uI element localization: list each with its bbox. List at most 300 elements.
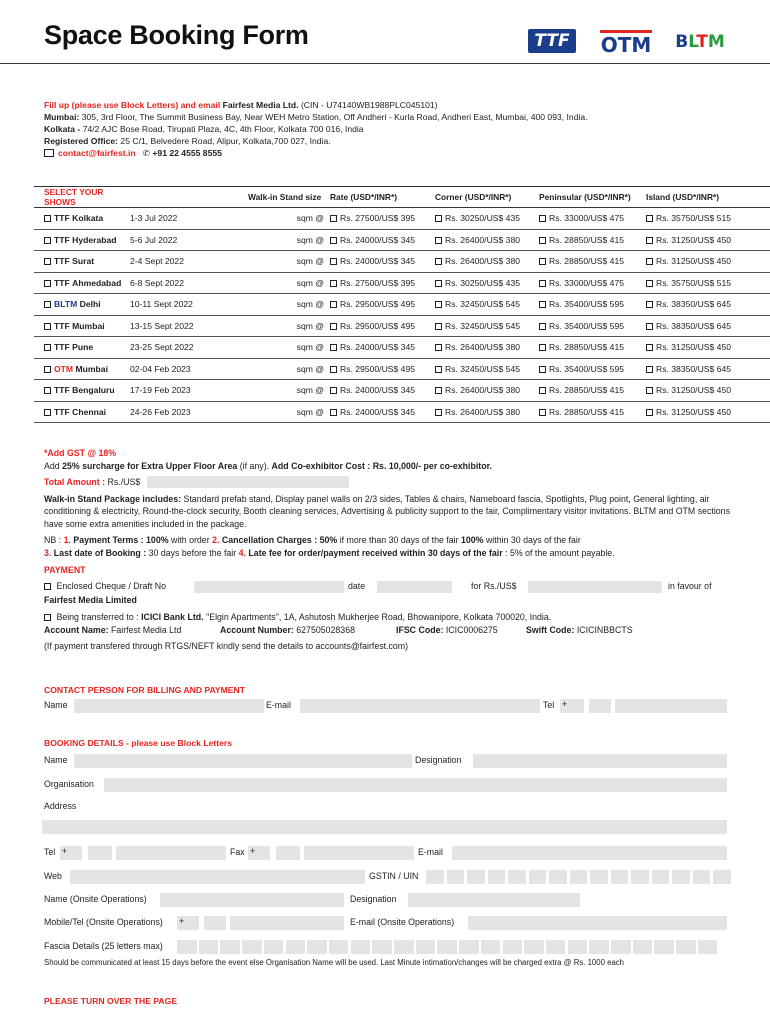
show-row xyxy=(34,251,770,273)
fascia-cell[interactable] xyxy=(286,940,306,954)
onsite-mobile-code[interactable] xyxy=(204,916,226,930)
rate-value: Rs. 27500/US$ 395 xyxy=(340,277,416,288)
company-name: Fairfest Media Ltd. xyxy=(222,100,299,110)
gstin-cell[interactable] xyxy=(590,870,608,884)
sqm-unit: sqm @ xyxy=(296,320,324,331)
show-row xyxy=(34,380,770,402)
registered-office-address: 25 C/1, Belvedere Road, Alipur, Kolkata,700 027, India. xyxy=(120,136,331,146)
peninsular-value: Rs. 28850/US$ 415 xyxy=(549,234,625,245)
tel-country[interactable] xyxy=(60,846,82,860)
rate-value: Rs. 24000/US$ 345 xyxy=(340,406,416,417)
kolkata-address: 74/2 AJC Bose Road, Tirupati Plaza, 4C, 4th Floor, Kolkata 700 016, India xyxy=(82,124,364,134)
transfer-checkbox[interactable] xyxy=(44,614,51,621)
sqm-unit: sqm @ xyxy=(296,342,324,353)
contact-phone: +91 22 4555 8555 xyxy=(152,148,222,158)
contact-row xyxy=(44,699,734,713)
show-date: 6-8 Sept 2022 xyxy=(130,272,248,294)
rate-checkbox[interactable] xyxy=(330,409,337,416)
fascia-cell[interactable] xyxy=(177,940,197,954)
designation-input[interactable] xyxy=(473,754,727,768)
sqm-unit: sqm @ xyxy=(296,277,324,288)
rate-value: Rs. 24000/US$ 345 xyxy=(340,256,416,267)
show-brand: TTF xyxy=(54,277,70,288)
show-checkbox[interactable] xyxy=(44,387,51,394)
account-name-label: Account Name: xyxy=(44,624,109,635)
fascia-cell[interactable] xyxy=(329,940,349,954)
fascia-cell[interactable] xyxy=(654,940,674,954)
cheque-number-input[interactable] xyxy=(194,581,344,593)
show-brand: OTM xyxy=(54,363,74,374)
shows-header-row xyxy=(34,187,770,208)
tel-code[interactable] xyxy=(88,846,112,860)
fascia-cell[interactable] xyxy=(568,940,588,954)
booking-name-row xyxy=(44,754,734,768)
corner-checkbox[interactable] xyxy=(435,280,442,287)
contact-tel-code[interactable] xyxy=(589,699,611,713)
ttf-logo: TTF xyxy=(528,29,576,53)
tel-fax-email-row xyxy=(44,846,734,860)
rate-checkbox[interactable] xyxy=(330,366,337,373)
rate-value: Rs. 29500/US$ 495 xyxy=(340,299,416,310)
total-amount-label: Total Amount : xyxy=(44,477,106,487)
corner-value: Rs. 26400/US$ 380 xyxy=(445,342,521,353)
fascia-cell[interactable] xyxy=(676,940,696,954)
registered-office-label: Registered Office: xyxy=(44,136,119,146)
peninsular-value: Rs. 28850/US$ 415 xyxy=(549,406,625,417)
corner-value: Rs. 26400/US$ 380 xyxy=(445,385,521,396)
peninsular-value: Rs. 28850/US$ 415 xyxy=(549,385,625,396)
peninsular-header: Peninsular (USD*/INR*) xyxy=(539,187,646,208)
stand-size-input[interactable] xyxy=(253,234,293,246)
peninsular-checkbox[interactable] xyxy=(539,409,546,416)
contact-email-input[interactable] xyxy=(300,699,540,713)
peninsular-checkbox[interactable] xyxy=(539,237,546,244)
corner-checkbox[interactable] xyxy=(435,344,442,351)
show-date: 24-26 Feb 2023 xyxy=(130,401,248,423)
stand-size-input[interactable] xyxy=(253,212,293,224)
show-row xyxy=(34,229,770,251)
show-date: 23-25 Sept 2022 xyxy=(130,337,248,359)
island-value: Rs. 38350/US$ 645 xyxy=(656,299,732,310)
sqm-unit: sqm @ xyxy=(296,256,324,267)
island-value: Rs. 31250/US$ 450 xyxy=(656,234,732,245)
island-checkbox[interactable] xyxy=(646,215,653,222)
fascia-cell[interactable] xyxy=(481,940,501,954)
corner-value: Rs. 32450/US$ 545 xyxy=(445,363,521,374)
peninsular-checkbox[interactable] xyxy=(539,280,546,287)
package-label: Walk-in Stand Package includes: xyxy=(44,493,182,504)
organisation-input[interactable] xyxy=(104,778,727,792)
page-title: Space Booking Form xyxy=(44,20,309,50)
island-checkbox[interactable] xyxy=(646,323,653,330)
notes-block xyxy=(44,447,734,652)
account-name: Fairfest Media Ltd xyxy=(110,624,182,635)
rate-checkbox[interactable] xyxy=(330,237,337,244)
rate-checkbox[interactable] xyxy=(330,280,337,287)
onsite-name-label: Name (Onsite Operations) xyxy=(44,894,147,904)
island-checkbox[interactable] xyxy=(646,344,653,351)
turn-over-note: PLEASE TURN OVER THE PAGE xyxy=(44,996,178,1006)
surcharge-mid: (if any). xyxy=(239,460,270,471)
ifsc-label: IFSC Code: xyxy=(396,624,444,635)
show-checkbox[interactable] xyxy=(44,366,51,373)
show-checkbox[interactable] xyxy=(44,215,51,222)
stand-size-input[interactable] xyxy=(253,363,293,375)
show-checkbox[interactable] xyxy=(44,344,51,351)
island-checkbox[interactable] xyxy=(646,258,653,265)
mumbai-label: Mumbai: xyxy=(44,112,80,122)
favour-name: Fairfest Media Limited xyxy=(44,594,137,605)
plus-sign: + xyxy=(250,846,256,856)
rate-value: Rs. 27500/US$ 395 xyxy=(340,213,416,224)
show-select[interactable] xyxy=(34,315,130,337)
corner-header: Corner (USD*/INR*) xyxy=(435,187,539,208)
corner-checkbox[interactable] xyxy=(435,215,442,222)
show-checkbox[interactable] xyxy=(44,280,51,287)
onsite-email-input[interactable] xyxy=(468,916,727,930)
payment-terms-rest: with order xyxy=(171,535,210,545)
show-brand: TTF xyxy=(54,213,70,224)
gstin-cell[interactable] xyxy=(631,870,649,884)
rate-checkbox[interactable] xyxy=(330,258,337,265)
peninsular-checkbox[interactable] xyxy=(539,344,546,351)
stand-size-input[interactable] xyxy=(253,320,293,332)
corner-value: Rs. 30250/US$ 435 xyxy=(445,213,521,224)
show-city: Mumbai xyxy=(72,320,105,331)
show-select[interactable] xyxy=(34,229,130,251)
show-city: Bengaluru xyxy=(72,385,115,396)
island-value: Rs. 31250/US$ 450 xyxy=(656,385,732,396)
corner-value: Rs. 32450/US$ 545 xyxy=(445,299,521,310)
corner-value: Rs. 26400/US$ 380 xyxy=(445,406,521,417)
island-checkbox[interactable] xyxy=(646,387,653,394)
show-row xyxy=(34,315,770,337)
fascia-cell[interactable] xyxy=(589,940,609,954)
rate-header: Rate (USD*/INR*) xyxy=(330,187,435,208)
rate-value: Rs. 29500/US$ 495 xyxy=(340,320,416,331)
booking-email-label: E-mail xyxy=(418,847,443,857)
gstin-cell[interactable] xyxy=(529,870,547,884)
show-date: 02-04 Feb 2023 xyxy=(130,358,248,380)
onsite-mobile-country[interactable] xyxy=(177,916,199,930)
contact-name-input[interactable] xyxy=(74,699,264,713)
plus-sign: + xyxy=(179,916,185,926)
cancellation-charges: Cancellation Charges : 50% xyxy=(221,535,338,545)
show-brand: TTF xyxy=(54,234,70,245)
fascia-cell[interactable] xyxy=(394,940,414,954)
fascia-cell[interactable] xyxy=(307,940,327,954)
show-row xyxy=(34,294,770,316)
contact-email-label: E-mail xyxy=(266,700,291,710)
payment-terms: Payment Terms : 100% xyxy=(73,535,169,545)
fascia-cell[interactable] xyxy=(416,940,436,954)
corner-checkbox[interactable] xyxy=(435,409,442,416)
fill-up-instruction: Fill up (please use Block Letters) and email xyxy=(44,100,221,110)
account-number-label: Account Number: xyxy=(220,624,294,635)
show-select[interactable] xyxy=(34,208,130,230)
island-header: Island (USD*/INR*) xyxy=(646,187,770,208)
address-input[interactable] xyxy=(42,820,727,834)
peninsular-value: Rs. 28850/US$ 415 xyxy=(549,256,625,267)
rate-checkbox[interactable] xyxy=(330,215,337,222)
booking-title: BOOKING DETAILS - please use Block Letters xyxy=(44,738,232,748)
stand-size-input[interactable] xyxy=(253,277,293,289)
gstin-cell[interactable] xyxy=(611,870,629,884)
show-checkbox[interactable] xyxy=(44,323,51,330)
date-label: date xyxy=(348,580,366,591)
fascia-cell[interactable] xyxy=(459,940,479,954)
coexhibitor-cost: Add Co-exhibitor Cost : Rs. 10,000/- per co-exhibitor. xyxy=(271,460,492,471)
show-brand: TTF xyxy=(54,320,70,331)
sqm-unit: sqm @ xyxy=(296,299,324,310)
onsite-mobile-row xyxy=(44,916,734,930)
rate-checkbox[interactable] xyxy=(330,301,337,308)
corner-value: Rs. 32450/US$ 545 xyxy=(445,320,521,331)
late-fee-rest: : 5% of the amount payable. xyxy=(505,547,615,558)
nb1-number: 1. xyxy=(63,535,71,545)
sqm-unit: sqm @ xyxy=(296,213,324,224)
corner-checkbox[interactable] xyxy=(435,301,442,308)
fascia-cell[interactable] xyxy=(524,940,544,954)
show-city: Pune xyxy=(72,342,94,353)
rate-value: Rs. 24000/US$ 345 xyxy=(340,385,416,396)
rate-value: Rs. 29500/US$ 495 xyxy=(340,363,416,374)
nb-label: NB : xyxy=(44,535,62,545)
fascia-cell[interactable] xyxy=(372,940,392,954)
address-row xyxy=(44,800,734,814)
gstin-cell[interactable] xyxy=(672,870,690,884)
corner-checkbox[interactable] xyxy=(435,258,442,265)
ifsc-code: ICIC0006275 xyxy=(445,624,498,635)
fascia-cell[interactable] xyxy=(611,940,631,954)
stand-size-input[interactable] xyxy=(253,406,293,418)
fax-label: Fax xyxy=(230,847,245,857)
island-value: Rs. 35750/US$ 515 xyxy=(656,213,732,224)
total-amount-currency: Rs./US$ xyxy=(107,477,141,487)
show-row xyxy=(34,337,770,359)
rate-value: Rs. 24000/US$ 345 xyxy=(340,342,416,353)
show-date: 13-15 Sept 2022 xyxy=(130,315,248,337)
show-select[interactable] xyxy=(34,380,130,402)
cancellation-100: 100% xyxy=(460,535,484,545)
onsite-name-row xyxy=(44,893,734,907)
swift-code: ICICINBBCTS xyxy=(576,624,633,635)
late-fee-label: Late fee for order/payment received within 30 days of the fair xyxy=(248,547,503,558)
date-input[interactable] xyxy=(377,581,452,593)
onsite-mobile-input[interactable] xyxy=(230,916,344,930)
fax-country[interactable] xyxy=(248,846,270,860)
fascia-cell[interactable] xyxy=(242,940,262,954)
account-number: 627505028368 xyxy=(296,624,355,635)
fascia-cell[interactable] xyxy=(264,940,284,954)
show-city: Surat xyxy=(72,256,95,267)
show-city: Ahmedabad xyxy=(72,277,122,288)
gstin-cell[interactable] xyxy=(426,870,444,884)
booking-name-input[interactable] xyxy=(74,754,412,768)
corner-value: Rs. 26400/US$ 380 xyxy=(445,256,521,267)
peninsular-value: Rs. 35400/US$ 595 xyxy=(549,299,625,310)
island-checkbox[interactable] xyxy=(646,366,653,373)
peninsular-checkbox[interactable] xyxy=(539,258,546,265)
last-date-label: Last date of Booking : xyxy=(53,547,147,558)
show-select[interactable] xyxy=(34,401,130,423)
stand-size-input[interactable] xyxy=(253,255,293,267)
gstin-cell[interactable] xyxy=(652,870,670,884)
peninsular-checkbox[interactable] xyxy=(539,215,546,222)
nb2-number: 2. xyxy=(212,535,220,545)
cancellation-mid: if more than 30 days of the fair xyxy=(339,535,459,545)
stand-size-input[interactable] xyxy=(253,298,293,310)
fascia-cell[interactable] xyxy=(503,940,523,954)
island-value: Rs. 38350/US$ 645 xyxy=(656,320,732,331)
organisation-label: Organisation xyxy=(44,779,94,789)
fascia-cell[interactable] xyxy=(199,940,219,954)
onsite-email-label: E-mail (Onsite Operations) xyxy=(350,917,455,927)
show-city: Hyderabad xyxy=(72,234,117,245)
fascia-cell[interactable] xyxy=(546,940,566,954)
peninsular-value: Rs. 28850/US$ 415 xyxy=(549,342,625,353)
show-checkbox[interactable] xyxy=(44,237,51,244)
rate-checkbox[interactable] xyxy=(330,344,337,351)
sqm-unit: sqm @ xyxy=(296,406,324,417)
show-city: Kolkata xyxy=(72,213,104,224)
envelope-icon xyxy=(44,149,54,157)
gstin-cell[interactable] xyxy=(488,870,506,884)
show-select[interactable] xyxy=(34,337,130,359)
fascia-cell[interactable] xyxy=(698,940,718,954)
peninsular-checkbox[interactable] xyxy=(539,366,546,373)
corner-value: Rs. 30250/US$ 435 xyxy=(445,277,521,288)
show-city: Delhi xyxy=(79,299,101,310)
show-date: 5-6 Jul 2022 xyxy=(130,229,248,251)
plus-sign: + xyxy=(62,846,68,856)
island-value: Rs. 38350/US$ 645 xyxy=(656,363,732,374)
island-checkbox[interactable] xyxy=(646,237,653,244)
contact-email-link[interactable]: contact@fairfest.in xyxy=(58,148,136,158)
island-checkbox[interactable] xyxy=(646,409,653,416)
kolkata-label: Kolkata - xyxy=(44,124,81,134)
fax-input[interactable] xyxy=(304,846,414,860)
rate-checkbox[interactable] xyxy=(330,323,337,330)
rate-checkbox[interactable] xyxy=(330,387,337,394)
show-select[interactable] xyxy=(34,358,130,380)
show-select[interactable] xyxy=(34,251,130,273)
show-select[interactable] xyxy=(34,272,130,294)
mumbai-address: 305, 3rd Floor, The Summit Business Bay, Near WEH Metro Station, Off Andheri - Kurla Road, Andheri East, Mumbai, 400 093, India. xyxy=(81,112,588,122)
bltm-logo: BLTM xyxy=(675,32,725,52)
gstin-cell[interactable] xyxy=(447,870,465,884)
gstin-cell[interactable] xyxy=(713,870,731,884)
show-checkbox[interactable] xyxy=(44,301,51,308)
fascia-cell[interactable] xyxy=(633,940,653,954)
contact-tel-country[interactable] xyxy=(560,699,584,713)
cheque-checkbox[interactable] xyxy=(44,583,51,590)
show-row xyxy=(34,358,770,380)
stand-size-input[interactable] xyxy=(253,341,293,353)
gstin-cell[interactable] xyxy=(508,870,526,884)
tel-label: Tel xyxy=(44,847,56,857)
booking-email-input[interactable] xyxy=(452,846,727,860)
gstin-cell[interactable] xyxy=(549,870,567,884)
gstin-cell[interactable] xyxy=(467,870,485,884)
fascia-cell[interactable] xyxy=(437,940,457,954)
peninsular-checkbox[interactable] xyxy=(539,323,546,330)
cancellation-rest: within 30 days of the fair xyxy=(485,535,581,545)
onsite-designation-input[interactable] xyxy=(408,893,580,907)
web-label: Web xyxy=(44,871,62,881)
contact-title: CONTACT PERSON FOR BILLING AND PAYMENT xyxy=(44,685,245,695)
otm-logo: OTM xyxy=(600,30,652,54)
contact-name-label: Name xyxy=(44,700,68,710)
show-brand: TTF xyxy=(54,342,70,353)
stand-size-input[interactable] xyxy=(253,384,293,396)
gstin-cell[interactable] xyxy=(693,870,711,884)
rate-value: Rs. 24000/US$ 345 xyxy=(340,234,416,245)
show-checkbox[interactable] xyxy=(44,409,51,416)
address-field-row xyxy=(44,820,734,834)
payment-title: PAYMENT xyxy=(44,565,86,575)
peninsular-checkbox[interactable] xyxy=(539,387,546,394)
bank-name: ICICI Bank Ltd. xyxy=(141,612,204,622)
web-input[interactable] xyxy=(70,870,365,884)
tel-input[interactable] xyxy=(116,846,226,860)
address-label: Address xyxy=(44,801,77,811)
show-date: 10-11 Sept 2022 xyxy=(130,294,248,316)
corner-checkbox[interactable] xyxy=(435,237,442,244)
surcharge-pre: Add xyxy=(44,460,60,471)
corner-checkbox[interactable] xyxy=(435,323,442,330)
show-row xyxy=(34,208,770,230)
fascia-row xyxy=(44,940,734,954)
peninsular-checkbox[interactable] xyxy=(539,301,546,308)
fax-code[interactable] xyxy=(276,846,300,860)
show-city: Chennai xyxy=(72,406,107,417)
amount-input[interactable] xyxy=(528,581,662,593)
last-date-rest: 30 days before the fair xyxy=(148,547,237,558)
corner-checkbox[interactable] xyxy=(435,387,442,394)
fascia-label: Fascia Details (25 letters max) xyxy=(44,941,163,951)
organisation-row xyxy=(44,778,734,792)
total-amount-input[interactable] xyxy=(147,476,349,488)
show-brand: TTF xyxy=(54,256,70,267)
fascia-cell[interactable] xyxy=(220,940,240,954)
island-checkbox[interactable] xyxy=(646,280,653,287)
swift-label: Swift Code: xyxy=(526,624,575,635)
show-checkbox[interactable] xyxy=(44,258,51,265)
corner-checkbox[interactable] xyxy=(435,366,442,373)
header xyxy=(0,0,770,64)
island-value: Rs. 31250/US$ 450 xyxy=(656,342,732,353)
show-date: 1-3 Jul 2022 xyxy=(130,208,248,230)
nb3-number: 3. xyxy=(44,547,52,558)
nb4-number: 4. xyxy=(238,547,246,558)
show-select[interactable] xyxy=(34,294,130,316)
favour-label: in favour of xyxy=(668,580,712,591)
show-city: Mumbai xyxy=(75,363,108,374)
sqm-unit: sqm @ xyxy=(296,234,324,245)
package-text: Standard prefab stand, Display panel walls on 2/3 sides, Tables & chairs, Nameboard fascia, Spotlights, Plug point, General lighting, air conditioning & electricity, Round-the-clock security, Booth cleaning services, Advertising & publicity support to the fair, Complimentary visitor invitations. BLTM and OTM sections have some extra amenities included in the package. xyxy=(44,493,730,529)
plus-sign: + xyxy=(562,699,568,709)
booking-name-label: Name xyxy=(44,755,68,765)
onsite-name-input[interactable] xyxy=(160,893,344,907)
fascia-cell[interactable] xyxy=(351,940,371,954)
gstin-cell[interactable] xyxy=(570,870,588,884)
island-checkbox[interactable] xyxy=(646,301,653,308)
sqm-unit: sqm @ xyxy=(296,363,324,374)
contact-tel-input[interactable] xyxy=(615,699,727,713)
shows-table xyxy=(34,186,770,423)
show-brand: BLTM xyxy=(54,299,78,310)
